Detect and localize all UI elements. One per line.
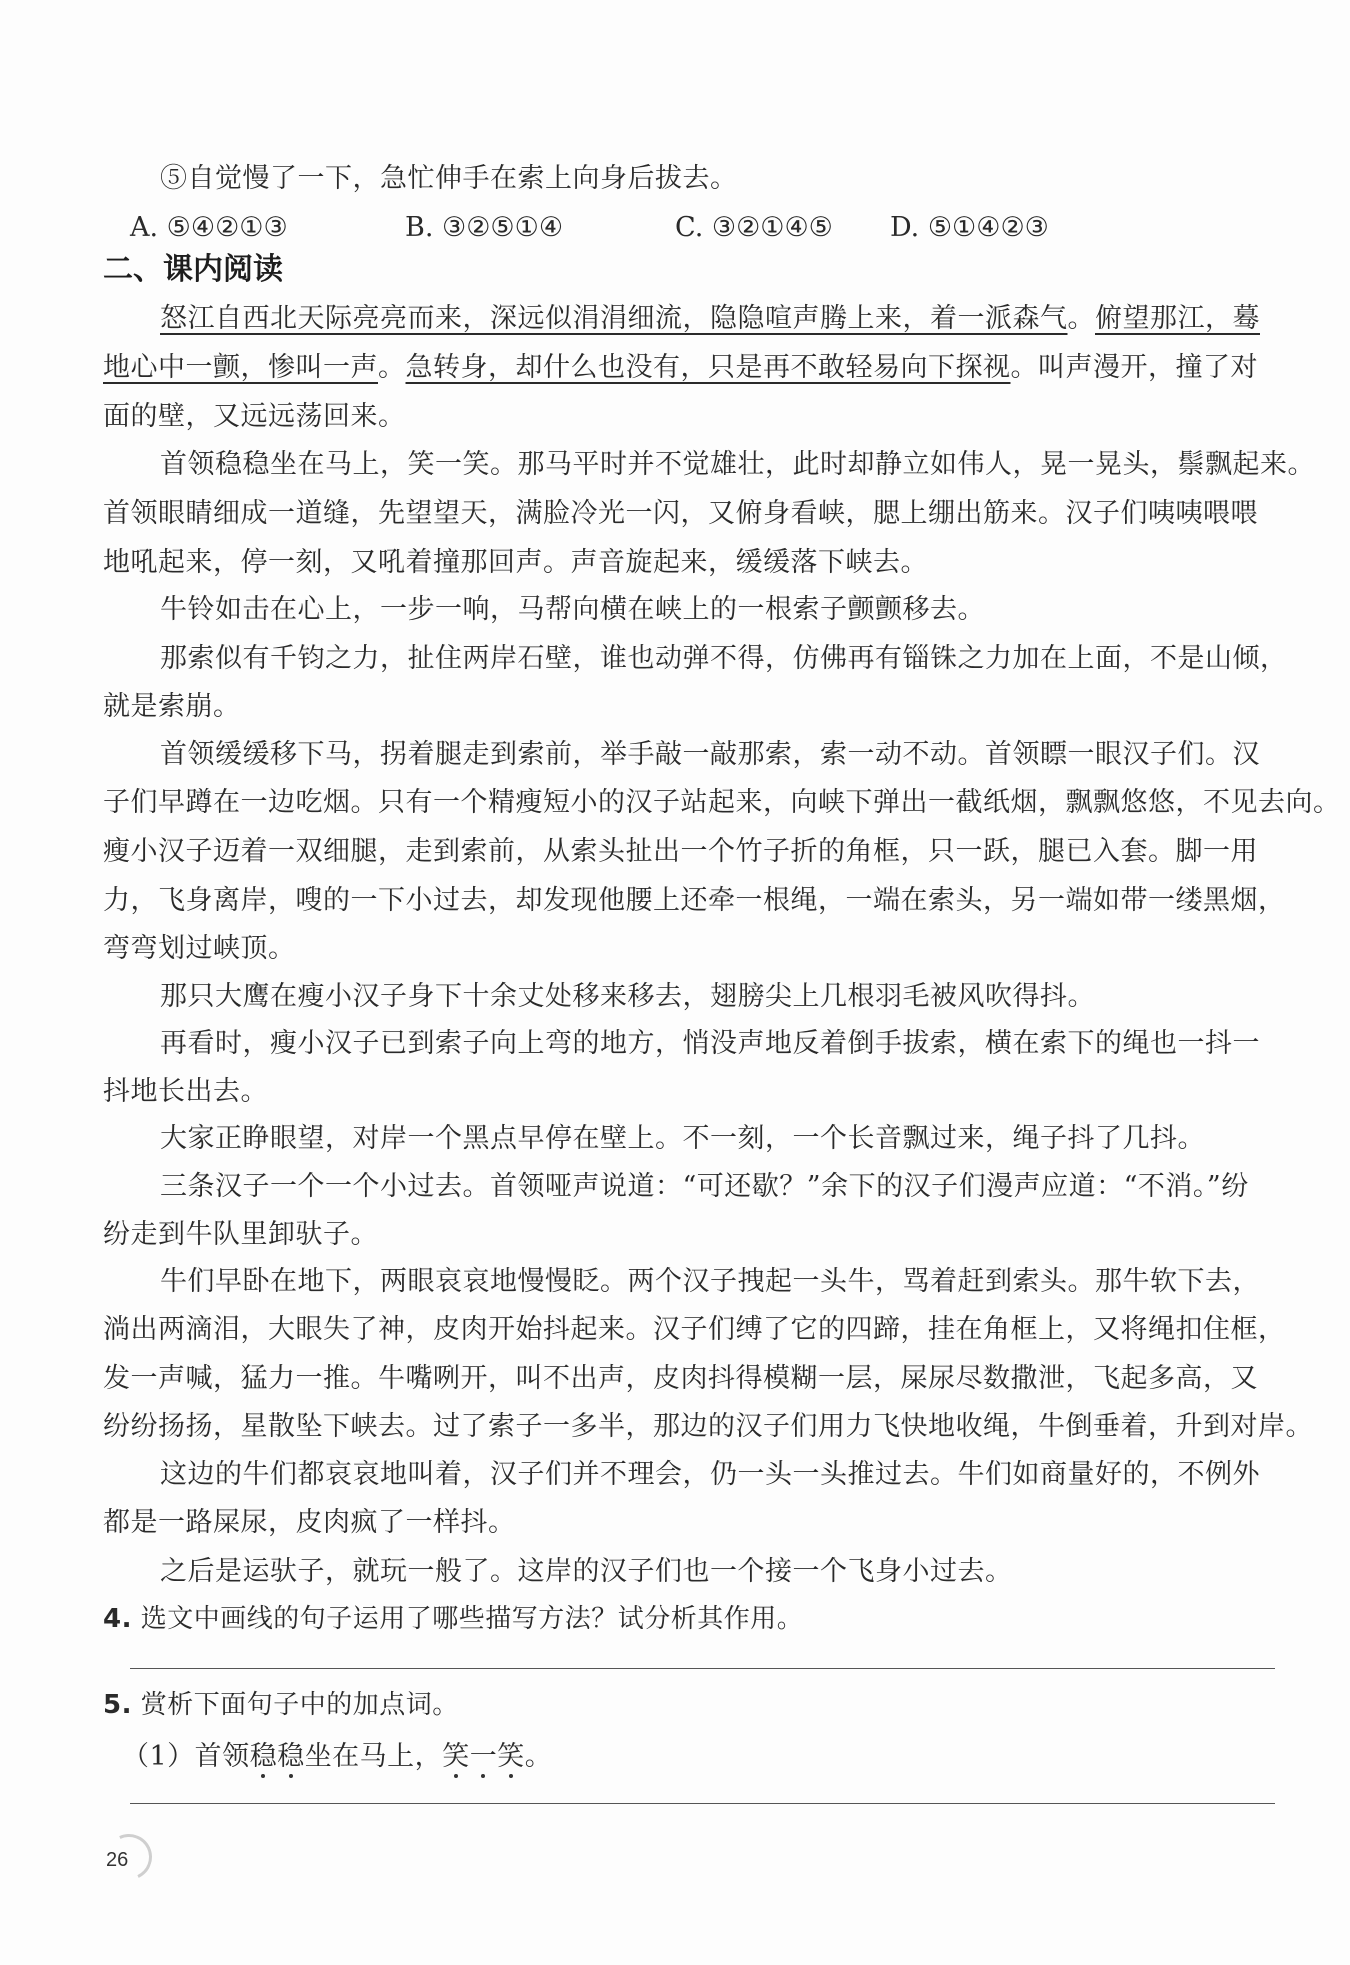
page-number: 26	[102, 1836, 150, 1876]
option-a[interactable]: A. ⑤④②①③	[130, 212, 288, 243]
passage-line: 地心中一颤，惨叫一声。急转身，却什么也没有，只是再不敢轻易向下探视。叫声漫开，撞了对	[103, 352, 1258, 383]
passage-line: 就是索崩。	[103, 691, 241, 722]
passage-line: 首领稳稳坐在马上，笑一笑。那马平时并不觉雄壮，此时却静立如伟人，晃一晃头，鬃飘起来。	[160, 449, 1315, 480]
question-number: 5.	[103, 1690, 132, 1720]
passage-line: 牛们早卧在地下，两眼哀哀地慢慢眨。两个汉子拽起一头牛，骂着赶到索头。那牛软下去，	[160, 1266, 1260, 1297]
passage-line: 弯弯划过峡顶。	[103, 933, 296, 964]
option-b[interactable]: B. ③②⑤①④	[405, 212, 564, 243]
dotted-word: 稳	[277, 1741, 305, 1772]
passage-line: 那索似有千钧之力，扯住两岸石壁，谁也动弹不得，仿佛再有锱铢之力加在上面，不是山倾，	[160, 643, 1288, 674]
passage-line: 都是一路屎尿，皮肉疯了一样抖。	[103, 1507, 516, 1538]
passage-line: 牛铃如击在心上，一步一响，马帮向横在峡上的一根索子颤颤移去。	[160, 594, 985, 625]
passage-line: 三条汉子一个一个小过去。首领哑声说道：“可还歇？”余下的汉子们漫声应道：“不消。”纷	[160, 1171, 1249, 1202]
underlined-sentence: 地心中一颤，惨叫一声	[103, 352, 378, 383]
passage-line: 再看时，瘦小汉子已到索子向上弯的地方，悄没声地反着倒手拔索，横在索下的绳也一抖一	[160, 1028, 1260, 1059]
passage-line: 面的壁，又远远荡回来。	[103, 401, 406, 432]
passage-line: 之后是运驮子，就玩一般了。这岸的汉子们也一个接一个飞身小过去。	[160, 1556, 1013, 1587]
underlined-sentence: 俯望那江，蓦	[1095, 303, 1260, 334]
dotted-word: 一	[469, 1741, 498, 1772]
passage-line: 发一声喊，猛力一推。牛嘴咧开，叫不出声，皮肉抖得模糊一层，屎尿尽数撒泄，飞起多高，又	[103, 1363, 1258, 1394]
passage-line: 纷走到牛队里卸驮子。	[103, 1219, 378, 1250]
dotted-word: 笑	[497, 1741, 525, 1772]
dotted-word: 稳	[249, 1741, 278, 1772]
option-c[interactable]: C. ③②①④⑤	[675, 212, 833, 243]
passage-line: 首领缓缓移下马，拐着腿走到索前，举手敲一敲那索，索一动不动。首领瞟一眼汉子们。汉	[160, 739, 1260, 770]
passage-line: 力，飞身离岸，嗖的一下小过去，却发现他腰上还牵一根绳，一端在索头，另一端如带一缕黑烟，	[103, 885, 1286, 916]
passage-line: 那只大鹰在瘦小汉子身下十余丈处移来移去，翅膀尖上几根羽毛被风吹得抖。	[160, 981, 1095, 1012]
passage-line: 瘦小汉子迈着一双细腿，走到索前，从索头扯出一个竹子折的角框，只一跃，腿已入套。脚一用	[103, 836, 1258, 867]
section-title: 二、课内阅读	[103, 252, 283, 287]
question-text: 赏析下面句子中的加点词。	[140, 1690, 459, 1720]
answer-line-q5-1[interactable]	[130, 1803, 1275, 1804]
answer-line-q4[interactable]	[130, 1668, 1275, 1669]
passage-line: 纷纷扬扬，星散坠下峡去。过了索子一多半，那边的汉子们用力飞快地收绳，牛倒垂着，升到对岸。	[103, 1411, 1313, 1442]
question-text: 选文中画线的句子运用了哪些描写方法？试分析其作用。	[140, 1604, 804, 1634]
passage-line: 大家正睁眼望，对岸一个黑点早停在壁上。不一刻，一个长音飘过来，绳子抖了几抖。	[160, 1123, 1205, 1154]
underlined-sentence: 急转身，却什么也没有，只是再不敢轻易向下探视	[405, 352, 1011, 383]
passage-line: 子们早蹲在一边吃烟。只有一个精瘦短小的汉子站起来，向峡下弹出一截纸烟，飘飘悠悠，不见去向。	[103, 787, 1341, 818]
question-5-1: （1）首领稳稳坐在马上，笑一笑。	[122, 1741, 553, 1772]
underlined-sentence: 怒江自西北天际亮亮而来，深远似涓涓细流，隐隐喧声腾上来，着一派森气	[160, 303, 1068, 334]
passage-line: 这边的牛们都哀哀地叫着，汉子们并不理会，仍一头一头推过去。牛们如商量好的，不例外	[160, 1459, 1260, 1490]
answer-options	[130, 208, 1230, 248]
passage-line: 抖地长出去。	[103, 1076, 268, 1107]
question-4	[103, 1600, 1283, 1638]
question-number: 4.	[103, 1604, 132, 1634]
option-item-5: ⑤自觉慢了一下，急忙伸手在索上向身后拔去。	[160, 163, 738, 194]
option-d[interactable]: D. ⑤①④②③	[890, 212, 1049, 243]
dotted-word: 笑	[442, 1741, 470, 1772]
passage-line: 地吼起来，停一刻，又吼着撞那回声。声音旋起来，缓缓落下峡去。	[103, 547, 928, 578]
passage-line: 怒江自西北天际亮亮而来，深远似涓涓细流，隐隐喧声腾上来，着一派森气。俯望那江，蓦	[160, 303, 1260, 334]
passage-line: 淌出两滴泪，大眼失了神，皮肉开始抖起来。汉子们缚了它的四蹄，挂在角框上，又将绳扣住框，	[103, 1314, 1286, 1345]
question-5	[103, 1686, 1283, 1724]
passage-line: 首领眼睛细成一道缝，先望望天，满脸冷光一闪，又俯身看峡，腮上绷出筋来。汉子们咦咦喂喂	[103, 498, 1258, 529]
